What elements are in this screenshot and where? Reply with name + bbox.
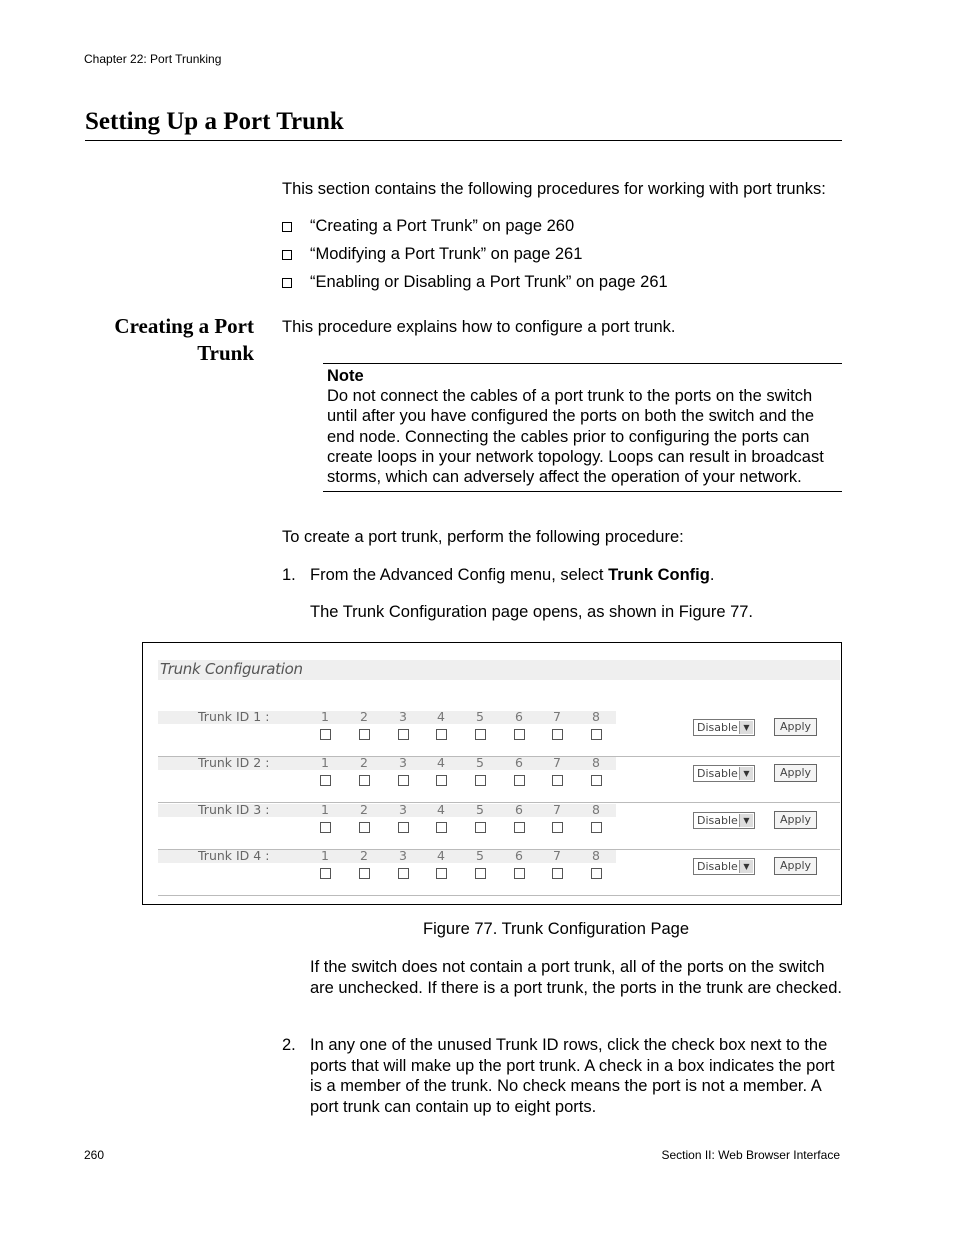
chevron-down-icon: ▼ [739,860,753,873]
port-checkbox[interactable] [398,775,409,786]
subsection-title-line2: Trunk [197,341,254,365]
step-number: 1. [282,566,296,584]
port-number: 7 [553,755,561,770]
trunk-row [158,804,840,850]
trunk-row [158,711,840,757]
port-checkbox[interactable] [398,868,409,879]
port-number: 3 [399,755,407,770]
port-checkbox[interactable] [552,868,563,879]
subsection-title-line1: Creating a Port [114,314,254,338]
port-number: 5 [476,755,484,770]
port-number: 7 [553,848,561,863]
port-checkbox[interactable] [514,822,525,833]
row-divider [158,895,840,896]
chevron-down-icon: ▼ [739,814,753,827]
port-checkbox[interactable] [436,729,447,740]
step-1-post: . [709,566,715,584]
note-box [323,363,842,492]
apply-button[interactable]: Apply [774,718,817,736]
trunk-status-select[interactable] [693,812,755,829]
port-checkbox[interactable] [514,775,525,786]
figure-caption: Figure 77. Trunk Configuration Page [423,920,689,938]
port-number: 4 [437,755,445,770]
port-checkbox[interactable] [436,868,447,879]
port-checkbox[interactable] [514,868,525,879]
footer-section: Section II: Web Browser Interface [661,1148,840,1162]
port-checkbox[interactable] [552,775,563,786]
chevron-down-icon: ▼ [739,767,753,780]
select-value: Disable [697,721,738,734]
port-number: 6 [515,755,523,770]
port-checkbox[interactable] [552,822,563,833]
port-checkbox[interactable] [475,775,486,786]
bullet-text: “Enabling or Disabling a Port Trunk” on page 261 [310,273,668,291]
trunk-id-label: Trunk ID 3 : [198,802,270,817]
trunk-row [158,757,840,803]
port-number: 8 [592,709,600,724]
select-value: Disable [697,767,738,780]
step-1-bold: Trunk Config [608,566,710,584]
port-number: 8 [592,802,600,817]
trunk-id-label: Trunk ID 1 : [198,709,270,724]
bullet-text: “Creating a Port Trunk” on page 260 [310,217,575,235]
bullet-box-icon [282,278,292,288]
step-1-result: The Trunk Configuration page opens, as shown in Figure 77. [310,603,754,621]
trunk-row [158,850,840,896]
port-checkbox[interactable] [320,729,331,740]
trunk-status-select[interactable] [693,765,755,782]
port-number: 7 [553,709,561,724]
port-checkbox[interactable] [436,775,447,786]
port-number: 2 [360,848,368,863]
port-checkbox[interactable] [320,822,331,833]
port-checkbox[interactable] [475,729,486,740]
subsection-lead: This procedure explains how to configure a port trunk. [282,318,676,336]
port-number: 1 [321,755,329,770]
page-number: 260 [84,1148,105,1162]
port-checkbox[interactable] [320,775,331,786]
port-checkbox[interactable] [514,729,525,740]
note-title: Note [327,367,364,385]
port-checkbox[interactable] [436,822,447,833]
port-number: 5 [476,709,484,724]
bullet-box-icon [282,250,292,260]
port-checkbox[interactable] [475,822,486,833]
title-rule [85,140,842,141]
figure-page-title: Trunk Configuration [160,660,303,678]
bullet-box-icon [282,222,292,232]
port-number: 1 [321,802,329,817]
port-number: 2 [360,802,368,817]
apply-button[interactable]: Apply [774,811,817,829]
after-figure-text: If the switch does not contain a port trunk, all of the ports on the switch are unchecked. If there is a port trunk, the ports in the trunk are checked. [310,958,842,997]
port-number: 6 [515,802,523,817]
apply-button[interactable]: Apply [774,764,817,782]
port-checkbox[interactable] [320,868,331,879]
figure-screenshot [142,642,842,905]
figure-title-bar [158,660,840,680]
port-number: 5 [476,802,484,817]
port-number: 8 [592,755,600,770]
port-number: 3 [399,802,407,817]
section-title: Setting Up a Port Trunk [85,108,344,135]
intro-text: This section contains the following procedures for working with port trunks: [282,180,826,198]
subsection-title [54,313,254,367]
note-text: Do not connect the cables of a port trunk to the ports on the switch until after you have configured the ports on both the switch and the end node. Connecting the cables prior to configuring the ports can create loops in your network topology. Loops can result in broadcast storms, which can adversely affect the operation of your network. [327,387,824,487]
port-number: 6 [515,709,523,724]
step-1-text [310,565,714,586]
port-number: 4 [437,802,445,817]
step-1-pre: From the Advanced Config menu, select [310,566,609,584]
port-number: 6 [515,848,523,863]
port-checkbox[interactable] [591,729,602,740]
procedure-intro: To create a port trunk, perform the following procedure: [282,528,684,546]
port-checkbox[interactable] [359,729,370,740]
apply-button[interactable]: Apply [774,857,817,875]
port-checkbox[interactable] [591,822,602,833]
trunk-status-select[interactable] [693,719,755,736]
port-number: 8 [592,848,600,863]
step-number: 2. [282,1036,296,1054]
select-value: Disable [697,814,738,827]
port-checkbox[interactable] [359,822,370,833]
port-number: 2 [360,755,368,770]
port-number: 4 [437,709,445,724]
port-checkbox[interactable] [591,775,602,786]
bullet-text: “Modifying a Port Trunk” on page 261 [310,245,583,263]
port-number: 5 [476,848,484,863]
port-checkbox[interactable] [398,729,409,740]
port-number: 3 [399,848,407,863]
port-checkbox[interactable] [591,868,602,879]
port-checkbox[interactable] [552,729,563,740]
chevron-down-icon: ▼ [739,721,753,734]
port-number: 3 [399,709,407,724]
port-checkbox[interactable] [475,868,486,879]
port-checkbox[interactable] [359,868,370,879]
port-number: 1 [321,848,329,863]
port-checkbox[interactable] [398,822,409,833]
port-number: 1 [321,709,329,724]
trunk-status-select[interactable] [693,858,755,875]
port-number: 2 [360,709,368,724]
trunk-id-label: Trunk ID 4 : [198,848,270,863]
port-number: 7 [553,802,561,817]
select-value: Disable [697,860,738,873]
port-checkbox[interactable] [359,775,370,786]
trunk-id-label: Trunk ID 2 : [198,755,270,770]
chapter-header: Chapter 22: Port Trunking [84,52,222,66]
step-2-text: In any one of the unused Trunk ID rows, click the check box next to the ports that will make up the port trunk. A check in a box indicates the port is a member of the trunk. No check means the port is not a member. A port trunk can contain up to eight ports. [310,1036,835,1116]
port-number: 4 [437,848,445,863]
